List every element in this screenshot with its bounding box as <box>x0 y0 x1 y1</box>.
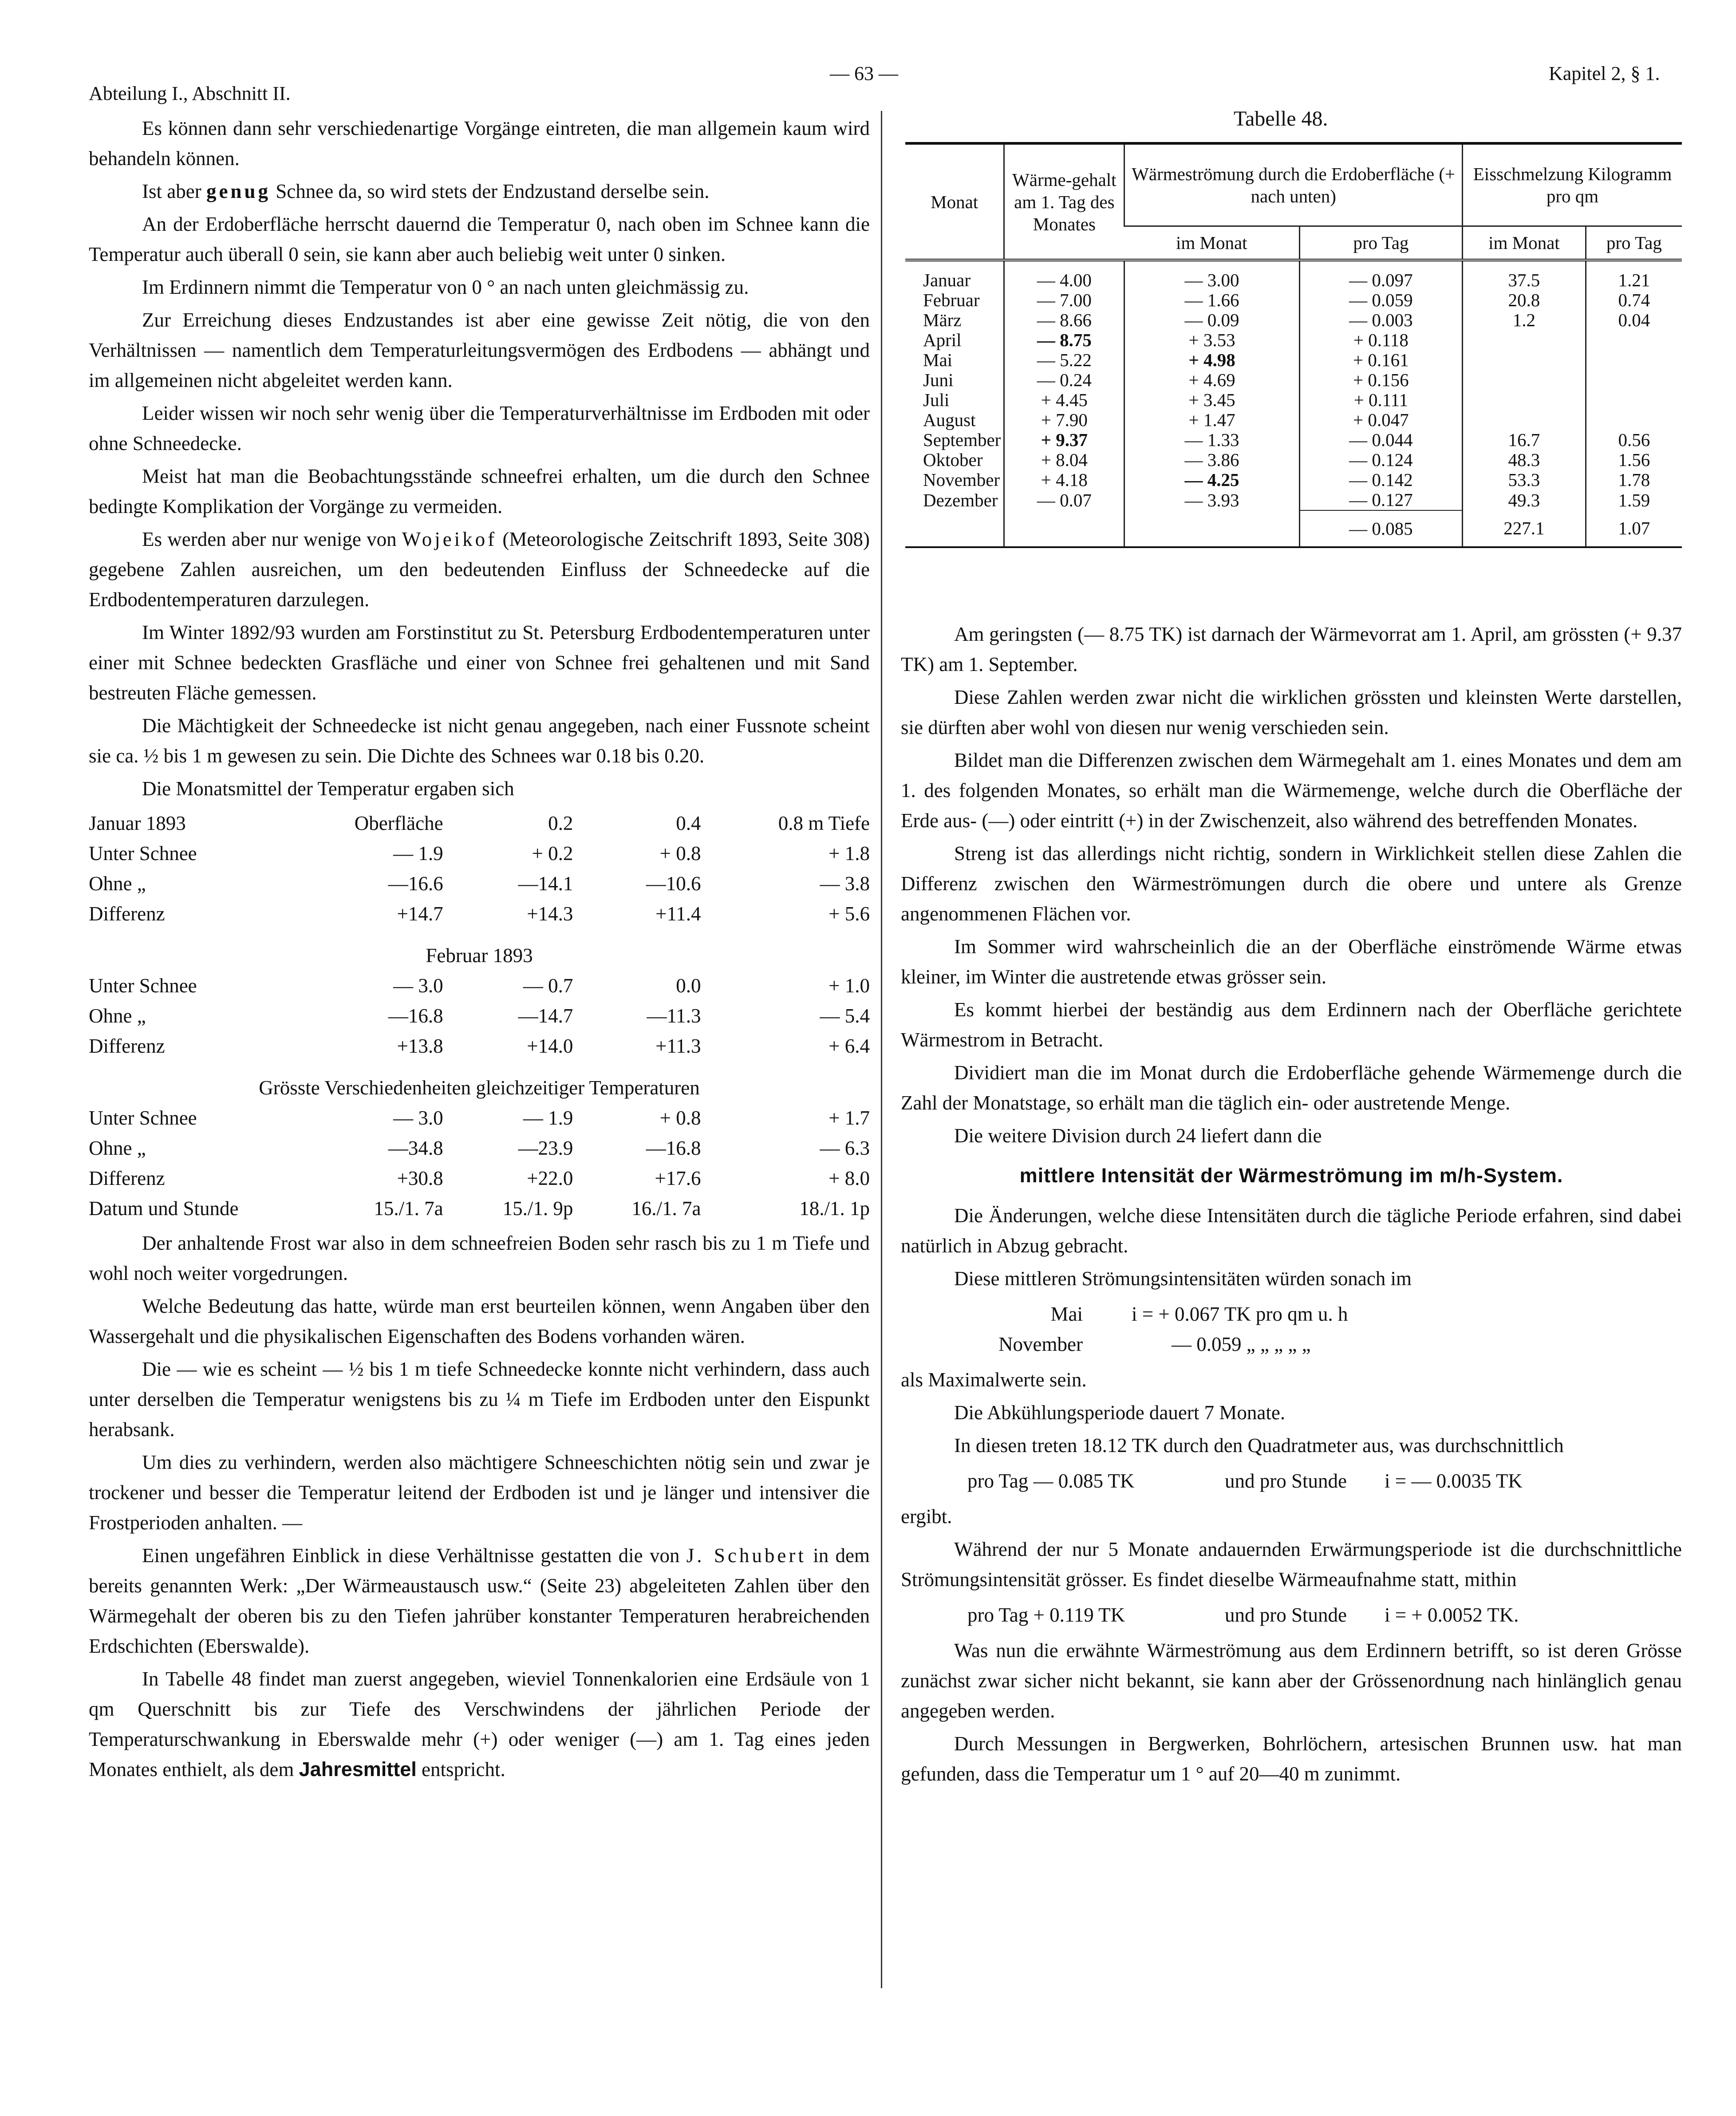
table-row: März — 8.66 — 0.09 — 0.003 1.2 0.04 <box>905 310 1682 330</box>
paragraph: Während der nur 5 Monate andauernden Erwärmungsperiode ist die durchschnittliche Strömungsintensität grösser. Es findet dieselbe Wärmeaufnahme statt, mithin <box>901 1538 1682 1591</box>
paragraph: Leider wissen wir noch sehr wenig über die Temperaturverhältnisse im Erdboden mit oder ohne Schneedecke. <box>89 402 870 454</box>
formula-block: Mai i = + 0.067 TK pro qm u. h November — 0.059 „ „ „ „ „ <box>998 1303 1348 1355</box>
paragraph: In Tabelle 48 findet man zuerst angegeben, wieviel Tonnenkalorien eine Erdsäule von 1 qm Querschnitt bis zur Tiefe des Verschwindens der jährlichen Periode der Temperaturschwankung in Eberswalde mehr (+) oder weniger (—) am 1. Tag eines jeden Monates enthielt, als dem Jahresmittel entspricht. <box>89 1668 870 1780</box>
formula-block: pro Tag + 0.119 TK und pro Stunde i = + 0.0052 TK. <box>967 1604 1519 1626</box>
formula-block: pro Tag — 0.085 TK und pro Stunde i = — 0.0035 TK <box>967 1470 1523 1492</box>
paragraph: An der Erdoberfläche herrscht dauernd die Temperatur 0, nach oben im Schnee kann die Temperatur auch überall 0 sein, sie kann aber auch beliebig weit unter 0 sinken. <box>89 213 870 265</box>
paragraph: Diese Zahlen werden zwar nicht die wirklichen grössten und kleinsten Werte darstellen, sie dürften aber wohl von diesen nur wenig verschieden sein. <box>901 686 1682 738</box>
table-row: September + 9.37 — 1.33 — 0.044 16.7 0.56 <box>905 430 1682 450</box>
col-header-eisschmelzung: Eisschmelzung Kilogramm pro qm <box>1463 143 1682 226</box>
section-heading: Februar 1893 <box>426 944 533 967</box>
table-row: Differenz +14.7 +14.3 +11.4 + 5.6 <box>89 903 870 925</box>
paragraph: Zur Erreichung dieses Endzustandes ist aber eine gewisse Zeit nötig, die von den Verhältnissen — namentlich dem Temperaturleitungsvermögen des Erdbodens — abhängt und im allgemeinen nicht abgeleitet werden kann. <box>89 309 870 391</box>
col-header-waermestroemung: Wärmeströmung durch die Erdoberfläche (+ nach unten) <box>1124 143 1463 226</box>
table-row: Unter Schnee — 3.0 — 0.7 0.0 + 1.0 <box>89 975 870 997</box>
col-header-pro-tag: pro Tag <box>1586 226 1682 261</box>
paragraph: Durch Messungen in Bergwerken, Bohrlöchern, artesischen Brunnen usw. hat man gefunden, dass die Temperatur um 1 ° auf 20—40 m zunimmt. <box>901 1733 1682 1785</box>
header-section-ref: Abteilung I., Abschnitt II. <box>89 83 291 104</box>
paragraph: Im Sommer wird wahrscheinlich die an der Oberfläche einströmende Wärme etwas kleiner, im Winter die austretende etwas grösser sein. <box>901 936 1682 988</box>
paragraph: Streng ist das allerdings nicht richtig, sondern in Wirklichkeit stellen diese Zahlen die Differenz zwischen den Wärmeströmungen durch die obere und untere als Grenze angenommenen Flächen vor. <box>901 842 1682 925</box>
table-row: August + 7.90 + 1.47 + 0.047 <box>905 410 1682 430</box>
temperature-table <box>89 808 870 1224</box>
left-column <box>89 113 870 1787</box>
paragraph: Dividiert man die im Monat durch die Erdoberfläche gehende Wärmemenge durch die Zahl der Monatstage, so erhält man die täglich ein- oder austretende Menge. <box>901 1062 1682 1114</box>
section-heading: Grösste Verschiedenheiten gleichzeitiger Temperaturen <box>259 1077 700 1099</box>
col-header-im-monat: im Monat <box>1124 226 1299 261</box>
paragraph: Die Mächtigkeit der Schneedecke ist nicht genau angegeben, nach einer Fussnote scheint sie ca. ½ bis 1 m gewesen zu sein. Die Dichte des Schnees war 0.18 bis 0.20. <box>89 715 870 767</box>
paragraph: Die Monatsmittel der Temperatur ergaben sich <box>142 778 514 800</box>
paragraph: Die Abkühlungsperiode dauert 7 Monate. <box>954 1401 1286 1424</box>
paragraph: als Maximalwerte sein. <box>901 1369 1087 1391</box>
table-row: Dezember — 0.07 — 3.93 — 0.127 49.3 1.59 <box>905 490 1682 510</box>
table-row: Januar — 4.00 — 3.00 — 0.097 37.5 1.21 <box>905 270 1682 290</box>
table-row: Ohne „ —16.6 —14.1 —10.6 — 3.8 <box>89 872 870 895</box>
paragraph: ergibt. <box>901 1505 952 1528</box>
col-header-monat: Monat <box>931 191 978 212</box>
paragraph: Die weitere Division durch 24 liefert dann die <box>954 1125 1322 1147</box>
table-row: Differenz +30.8 +22.0 +17.6 + 8.0 <box>89 1167 870 1189</box>
header-chapter-ref: Kapitel 2, § 1. <box>1549 63 1660 84</box>
paragraph: In diesen treten 18.12 TK durch den Quadratmeter aus, was durchschnittlich <box>954 1434 1564 1457</box>
paragraph: Um dies zu verhindern, werden also mächtigere Schneeschichten nötig sein und zwar je trockener und besser die Temperatur leitend der Erdboden ist und je länger und intensiver die Frostperioden anhalten. — <box>89 1451 870 1534</box>
paragraph: Die — wie es scheint — ½ bis 1 m tiefe Schneedecke konnte nicht verhindern, dass auch unter derselben die Temperatur wenigstens bis zu ¼ m Tiefe im Erdboden unter den Eispunkt herabsank. <box>89 1358 870 1441</box>
paragraph: Einen ungefähren Einblick in diese Verhältnisse gestatten die von J. Schubert in dem bereits genannten Werk: „Der Wärmeaustausch usw.“ (Seite 23) abgeleiteten Zahlen über den Wärmegehalt der oberen bis zu den Tiefen jahrüber konstanter Temperaturen herabreichenden Erdschichten (Eberswalde). <box>89 1544 870 1657</box>
table-title: Tabelle 48. <box>1234 107 1328 130</box>
table-row: Ohne „ —34.8 —23.9 —16.8 — 6.3 <box>89 1137 870 1159</box>
table-row: Februar — 7.00 — 1.66 — 0.059 20.8 0.74 <box>905 290 1682 310</box>
paragraph: Diese mittleren Strömungsintensitäten würden sonach im <box>954 1267 1412 1290</box>
table-row: November + 4.18 — 4.25 — 0.142 53.3 1.78 <box>905 470 1682 490</box>
page-number: — 63 — <box>830 63 898 84</box>
table-row: Datum und Stunde 15./1. 7a 15./1. 9p 16./1. 7a 18./1. 1p <box>89 1197 870 1220</box>
paragraph: Am geringsten (— 8.75 TK) ist darnach der Wärmevorrat am 1. April, am grössten (+ 9.37 TK) am 1. September. <box>901 623 1682 675</box>
temperature-header-row: Januar 1893 Oberfläche 0.2 0.4 0.8 m Tiefe <box>89 812 870 834</box>
table-row: Unter Schnee — 3.0 — 1.9 + 0.8 + 1.7 <box>89 1107 870 1129</box>
table-row: Unter Schnee — 1.9 + 0.2 + 0.8 + 1.8 <box>89 842 870 865</box>
paragraph: Im Erdinnern nimmt die Temperatur von 0 ° an nach unten gleichmässig zu. <box>142 276 749 298</box>
paragraph: Die Änderungen, welche diese Intensitäten durch die tägliche Periode erfahren, sind dabei natürlich in Abzug gebracht. <box>901 1204 1682 1257</box>
table-row: Juni — 0.24 + 4.69 + 0.156 <box>905 370 1682 390</box>
paragraph: Meist hat man die Beobachtungsstände schneefrei erhalten, um die durch den Schnee bedingte Komplikation der Vorgänge zu vermeiden. <box>89 465 870 517</box>
paragraph: Ist aber genug Schnee da, so wird stets der Endzustand derselbe sein. <box>142 180 710 202</box>
col-header-waermegehalt: Wärme-gehalt am 1. Tag des Monates <box>1004 143 1124 260</box>
table-row: Ohne „ —16.8 —14.7 —11.3 — 5.4 <box>89 1005 870 1027</box>
table-48 <box>905 142 1682 548</box>
col-header-im-monat: im Monat <box>1463 226 1586 261</box>
paragraph: Es werden aber nur wenige von Wojeikof (Meteorologische Zeitschrift 1893, Seite 308) gegebene Zahlen ausreichen, um den bedeutenden Einfluss der Schneedecke auf die Erdbodentemperaturen darzulegen. <box>89 528 870 611</box>
paragraph: Es kommt hierbei der beständig aus dem Erdinnern nach der Oberfläche gerichtete Wärmestrom in Betracht. <box>901 999 1682 1051</box>
table-row: Oktober + 8.04 — 3.86 — 0.124 48.3 1.56 <box>905 450 1682 470</box>
table-row: Mai — 5.22 + 4.98 + 0.161 <box>905 350 1682 370</box>
paragraph: Was nun die erwähnte Wärmeströmung aus dem Erdinnern betrifft, so ist deren Grösse zunächst zwar sicher nicht bekannt, sie kann aber der Grössenordnung nach hinlänglich genau angegeben werden. <box>901 1639 1682 1722</box>
centered-heading: mittlere Intensität der Wärmeströmung im m/h-System. <box>1019 1164 1563 1187</box>
col-header-pro-tag: pro Tag <box>1299 226 1462 261</box>
paragraph: Welche Bedeutung das hatte, würde man erst beurteilen können, wenn Angaben über den Wassergehalt und die physikalischen Eigenschaften des Bodens vorhanden wären. <box>89 1295 870 1347</box>
column-divider <box>881 111 882 1988</box>
table-row: April — 8.75 + 3.53 + 0.118 <box>905 330 1682 350</box>
right-column <box>901 619 1682 1792</box>
paragraph: Es können dann sehr verschiedenartige Vorgänge eintreten, die man allgemein kaum wird behandeln können. <box>89 117 870 170</box>
paragraph: Bildet man die Differenzen zwischen dem Wärmegehalt am 1. eines Monates und dem am 1. des folgenden Monates, so erhält man die Wärmemenge, welche durch die Oberfläche der Erde aus- (—) oder eintritt (+) in der Zwischenzeit, also während des betreffenden Monates. <box>901 749 1682 832</box>
table-row: Differenz +13.8 +14.0 +11.3 + 6.4 <box>89 1035 870 1057</box>
table-row: Juli + 4.45 + 3.45 + 0.111 <box>905 390 1682 410</box>
table-total-row: — 0.085 227.1 1.07 <box>905 510 1682 547</box>
paragraph: Im Winter 1892/93 wurden am Forstinstitut zu St. Petersburg Erdbodentemperaturen unter einer mit Schnee bedeckten Grasfläche und einer von Schnee frei gehaltenen und mit Sand bestreuten Fläche gemessen. <box>89 621 870 704</box>
paragraph: Der anhaltende Frost war also in dem schneefreien Boden sehr rasch bis zu 1 m Tiefe und wohl noch weiter vorgedrungen. <box>89 1232 870 1284</box>
